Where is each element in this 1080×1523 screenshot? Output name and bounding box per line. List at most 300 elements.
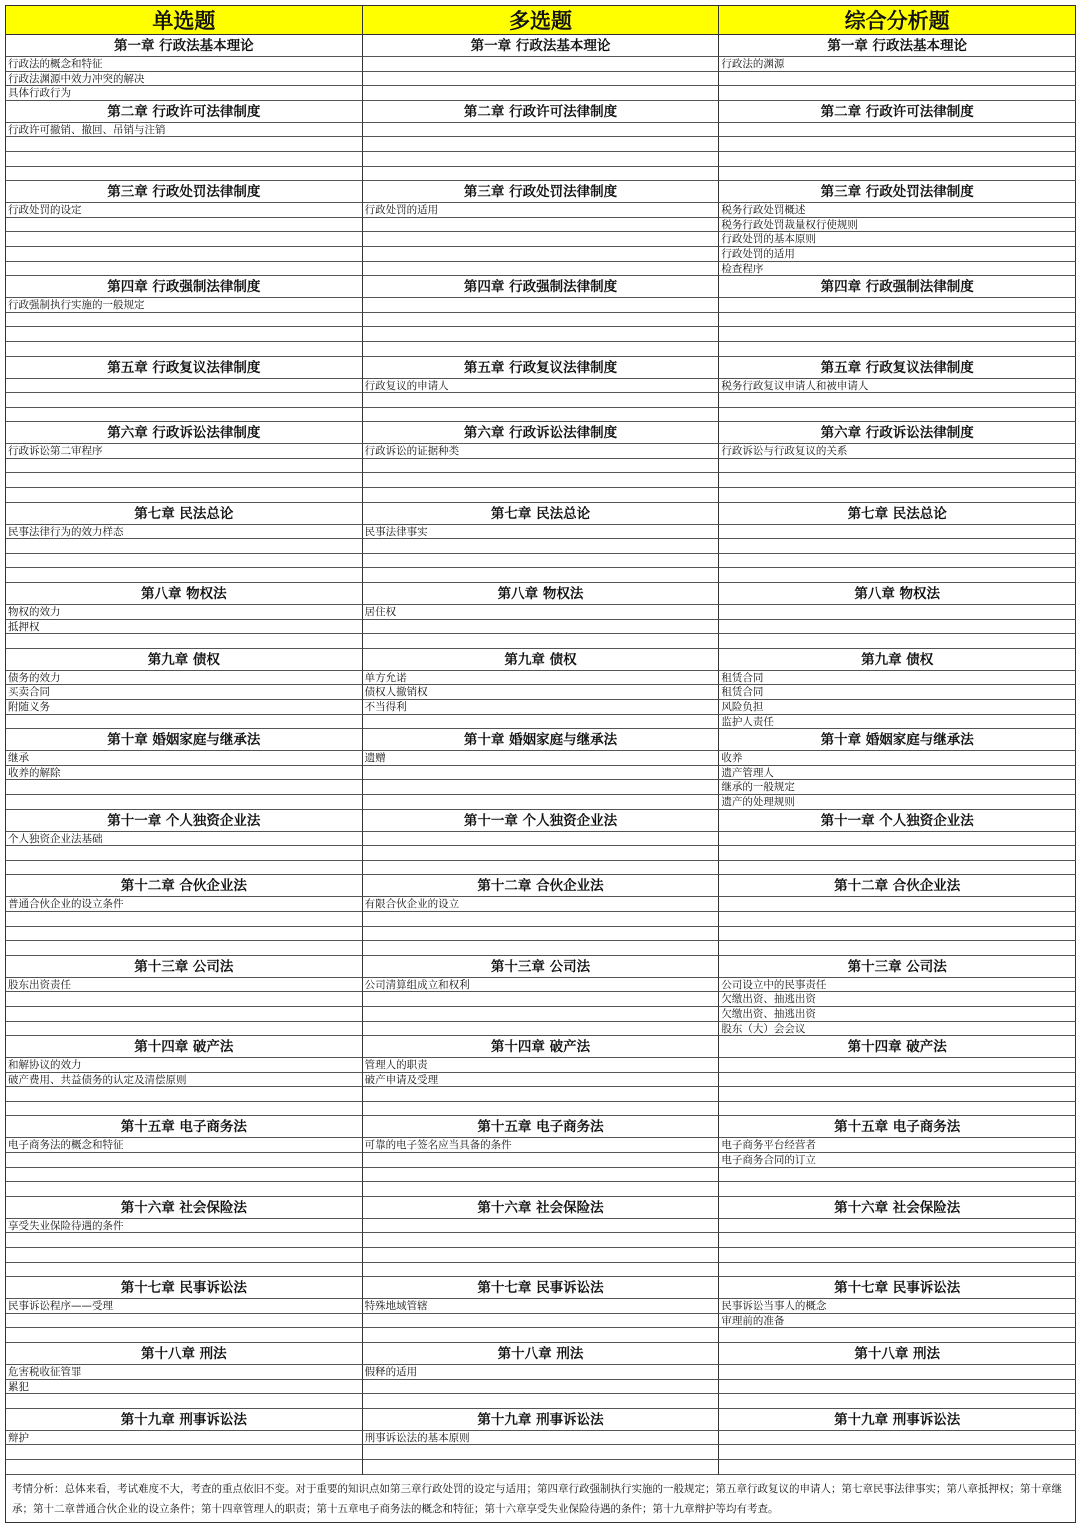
chapter-title: 第十二章 合伙企业法 [6,875,363,897]
table-cell [363,846,720,861]
table-cell [6,1182,363,1197]
table-cell [6,218,363,233]
table-row [6,203,1076,218]
table-cell [363,247,720,262]
chapter-title: 第十九章 刑事诉讼法 [719,1409,1076,1431]
table-cell [363,313,720,328]
chapter-title: 第八章 物权法 [363,583,720,605]
table-cell [719,1073,1076,1088]
table-cell: 行政处罚的适用 [719,247,1076,262]
table-cell: 公司清算组成立和权利 [363,978,720,993]
table-row [6,1102,1076,1117]
table-cell [719,408,1076,423]
table-cell [6,539,363,554]
chapter-title: 第六章 行政诉讼法律制度 [6,422,363,444]
table-row [6,86,1076,101]
table-row [6,152,1076,167]
table-cell [6,342,363,357]
chapter-title: 第十四章 破产法 [363,1036,720,1058]
table-cell [719,1248,1076,1263]
table-row [6,1365,1076,1380]
table-cell: 辩护 [6,1431,363,1446]
table-cell [363,927,720,942]
chapter-title: 第十二章 合伙企业法 [363,875,720,897]
table-cell [6,137,363,152]
chapter-heading-row [6,583,1076,605]
table-cell [363,1233,720,1248]
table-cell: 电子商务法的概念和特征 [6,1138,363,1153]
chapter-title: 第十三章 公司法 [719,956,1076,978]
table-cell [6,568,363,583]
chapter-title: 第十一章 个人独资企业法 [6,810,363,832]
header-row [6,6,1076,35]
table-cell [363,1102,720,1117]
table-cell: 遗赠 [363,751,720,766]
table-cell [719,861,1076,876]
chapter-title: 第十七章 民事诉讼法 [6,1277,363,1299]
table-cell: 租赁合同 [719,685,1076,700]
table-cell: 破产费用、共益债务的认定及清偿原则 [6,1073,363,1088]
table-cell: 继承的一般规定 [719,780,1076,795]
table-row [6,218,1076,233]
header-single-choice: 单选题 [6,6,363,35]
chapter-heading-row [6,1343,1076,1365]
table-row [6,568,1076,583]
table-cell [363,766,720,781]
table-cell [6,408,363,423]
table-cell [6,941,363,956]
table-cell [719,1219,1076,1234]
table-cell [6,634,363,649]
table-cell: 累犯 [6,1380,363,1395]
table-row [6,393,1076,408]
table-cell: 抵押权 [6,620,363,635]
table-row [6,1233,1076,1248]
table-cell [719,72,1076,87]
chapter-title: 第十三章 公司法 [363,956,720,978]
table-cell [363,473,720,488]
table-row [6,459,1076,474]
table-cell [719,605,1076,620]
table-cell [363,1460,720,1475]
table-cell [363,1219,720,1234]
chapter-heading-row [6,1409,1076,1431]
table-cell [719,1394,1076,1409]
table-cell: 有限合伙企业的设立 [363,897,720,912]
table-cell: 行政诉讼的证据种类 [363,444,720,459]
chapter-heading-row [6,729,1076,751]
table-cell: 收养的解除 [6,766,363,781]
table-row [6,1314,1076,1329]
table-row [6,941,1076,956]
table-cell: 享受失业保险待遇的条件 [6,1219,363,1234]
chapter-heading-row [6,357,1076,379]
table-row [6,137,1076,152]
table-cell [6,846,363,861]
chapter-title: 第十二章 合伙企业法 [719,875,1076,897]
table-cell [363,123,720,138]
table-cell [719,123,1076,138]
chapter-title: 第一章 行政法基本理论 [363,35,720,57]
table-cell [719,927,1076,942]
table-row [6,1380,1076,1395]
chapter-title: 第二章 行政许可法律制度 [6,101,363,123]
table-cell: 个人独资企业法基础 [6,832,363,847]
table-cell: 危害税收征管罪 [6,1365,363,1380]
chapter-title: 第五章 行政复议法律制度 [719,357,1076,379]
table-row [6,634,1076,649]
table-cell [719,832,1076,847]
table-cell [363,1263,720,1278]
table-cell [719,1182,1076,1197]
chapter-heading-row [6,35,1076,57]
chapter-title: 第十章 婚姻家庭与继承法 [6,729,363,751]
table-row [6,1168,1076,1183]
chapter-title: 第十四章 破产法 [719,1036,1076,1058]
chapter-title: 第十章 婚姻家庭与继承法 [363,729,720,751]
table-cell [6,1233,363,1248]
table-row [6,620,1076,635]
table-row [6,780,1076,795]
table-cell: 租赁合同 [719,671,1076,686]
table-cell [6,715,363,730]
table-cell [719,1445,1076,1460]
chapter-title: 第二章 行政许可法律制度 [363,101,720,123]
table-cell: 电子商务平台经营者 [719,1138,1076,1153]
table-cell: 行政法渊源中效力冲突的解决 [6,72,363,87]
table-cell [719,298,1076,313]
table-cell: 风险负担 [719,700,1076,715]
table-cell [6,459,363,474]
table-cell [6,1394,363,1409]
chapter-title: 第十六章 社会保险法 [363,1197,720,1219]
table-row [6,1138,1076,1153]
table-cell [719,554,1076,569]
table-row [6,832,1076,847]
chapter-heading-row [6,101,1076,123]
chapter-title: 第九章 债权 [363,649,720,671]
table-cell: 破产申请及受理 [363,1073,720,1088]
table-cell [363,342,720,357]
table-cell [6,232,363,247]
table-cell [363,554,720,569]
table-cell [719,1263,1076,1278]
chapter-title: 第七章 民法总论 [6,503,363,525]
chapter-title: 第十四章 破产法 [6,1036,363,1058]
table-row [6,1087,1076,1102]
table-cell [363,1168,720,1183]
table-cell: 物权的效力 [6,605,363,620]
table-row [6,232,1076,247]
table-row [6,1153,1076,1168]
table-row [6,1299,1076,1314]
table-cell: 单方允诺 [363,671,720,686]
table-cell: 行政处罚的基本原则 [719,232,1076,247]
table-cell [363,1153,720,1168]
chapter-title: 第十八章 刑法 [719,1343,1076,1365]
table-row [6,1263,1076,1278]
table-cell [6,488,363,503]
table-cell: 具体行政行为 [6,86,363,101]
table-row [6,1058,1076,1073]
table-row [6,313,1076,328]
table-cell [363,298,720,313]
table-cell: 公司设立中的民事责任 [719,978,1076,993]
table-row [6,72,1076,87]
table-row [6,1460,1076,1475]
table-cell [363,832,720,847]
table-cell [6,554,363,569]
table-cell [363,568,720,583]
table-cell [719,634,1076,649]
table-row [6,846,1076,861]
chapter-title: 第八章 物权法 [6,583,363,605]
table-cell [719,137,1076,152]
chapter-title: 第四章 行政强制法律制度 [719,276,1076,298]
table-cell [719,568,1076,583]
table-cell [719,459,1076,474]
table-cell: 管理人的职责 [363,1058,720,1073]
table-cell: 行政复议的申请人 [363,379,720,394]
chapter-heading-row [6,649,1076,671]
table-body [6,35,1076,1475]
table-cell: 股东（大）会会议 [719,1022,1076,1037]
table-cell [6,473,363,488]
table-cell: 债务的效力 [6,671,363,686]
table-cell [719,313,1076,328]
table-cell [6,262,363,277]
table-cell: 民事诉讼当事人的概念 [719,1299,1076,1314]
table-cell [6,1022,363,1037]
table-cell [363,86,720,101]
table-cell [6,1314,363,1329]
chapter-title: 第十七章 民事诉讼法 [719,1277,1076,1299]
table-cell: 债权人撤销权 [363,685,720,700]
table-cell: 不当得利 [363,700,720,715]
chapter-title: 第十八章 刑法 [363,1343,720,1365]
table-cell [6,393,363,408]
table-cell [363,1380,720,1395]
table-cell [363,1182,720,1197]
table-cell: 行政法的概念和特征 [6,57,363,72]
table-cell: 行政强制执行实施的一般规定 [6,298,363,313]
table-row [6,488,1076,503]
table-row [6,751,1076,766]
table-cell: 假释的适用 [363,1365,720,1380]
table-row [6,57,1076,72]
table-cell [6,1087,363,1102]
table-cell [6,1328,363,1343]
table-cell [719,167,1076,182]
table-cell: 民事法律行为的效力样态 [6,525,363,540]
table-cell: 税务行政复议申请人和被申请人 [719,379,1076,394]
table-cell: 和解协议的效力 [6,1058,363,1073]
table-cell [363,327,720,342]
table-cell [719,1380,1076,1395]
table-cell: 收养 [719,751,1076,766]
table-cell [363,152,720,167]
table-cell [363,1087,720,1102]
table-cell [719,393,1076,408]
table-cell: 刑事诉讼法的基本原则 [363,1431,720,1446]
chapter-title: 第五章 行政复议法律制度 [6,357,363,379]
chapter-title: 第七章 民法总论 [363,503,720,525]
table-cell [363,167,720,182]
chapter-heading-row [6,810,1076,832]
table-cell [6,313,363,328]
chapter-title: 第十八章 刑法 [6,1343,363,1365]
table-row [6,927,1076,942]
table-cell [719,525,1076,540]
table-cell [363,262,720,277]
chapter-title: 第一章 行政法基本理论 [719,35,1076,57]
table-cell [363,620,720,635]
table-cell [363,539,720,554]
table-cell: 附随义务 [6,700,363,715]
table-cell [363,715,720,730]
table-row [6,795,1076,810]
table-cell [719,912,1076,927]
table-cell [363,232,720,247]
table-cell [719,1365,1076,1380]
table-row [6,700,1076,715]
table-row [6,554,1076,569]
chapter-title: 第二章 行政许可法律制度 [719,101,1076,123]
table-row [6,992,1076,1007]
table-row [6,1248,1076,1263]
table-row [6,1182,1076,1197]
chapter-heading-row [6,1277,1076,1299]
table-row [6,861,1076,876]
chapter-heading-row [6,875,1076,897]
table-cell [363,1314,720,1329]
chapter-title: 第十五章 电子商务法 [363,1116,720,1138]
chapter-heading-row [6,503,1076,525]
table-cell: 行政诉讼第二审程序 [6,444,363,459]
chapter-title: 第四章 行政强制法律制度 [363,276,720,298]
chapter-heading-row [6,276,1076,298]
table-cell: 电子商务合同的订立 [719,1153,1076,1168]
chapter-title: 第十一章 个人独资企业法 [363,810,720,832]
table-row [6,605,1076,620]
table-row [6,123,1076,138]
chapter-title: 第十一章 个人独资企业法 [719,810,1076,832]
table-cell: 欠缴出资、抽逃出资 [719,992,1076,1007]
table-row [6,473,1076,488]
table-cell [363,72,720,87]
table-row [6,379,1076,394]
chapter-title: 第一章 行政法基本理论 [6,35,363,57]
table-cell: 民事法律事实 [363,525,720,540]
chapter-title: 第十三章 公司法 [6,956,363,978]
table-cell [6,1248,363,1263]
table-cell [363,1007,720,1022]
table-cell: 行政许可撤销、撤回、吊销与注销 [6,123,363,138]
table-row [6,715,1076,730]
table-cell: 继承 [6,751,363,766]
table-cell [363,634,720,649]
chapter-title: 第十九章 刑事诉讼法 [6,1409,363,1431]
table-cell [363,1328,720,1343]
table-cell: 居住权 [363,605,720,620]
table-cell: 审理前的准备 [719,1314,1076,1329]
table-cell: 特殊地域管辖 [363,1299,720,1314]
table-row [6,1328,1076,1343]
table-cell [6,1445,363,1460]
table-cell [719,1168,1076,1183]
table-cell [719,473,1076,488]
table-row [6,167,1076,182]
table-row [6,262,1076,277]
table-cell [6,861,363,876]
chapter-heading-row [6,181,1076,203]
table-cell [6,379,363,394]
table-cell [6,795,363,810]
chapter-title: 第九章 债权 [6,649,363,671]
table-row [6,685,1076,700]
table-cell: 税务行政处罚概述 [719,203,1076,218]
chapter-heading-row [6,422,1076,444]
chapter-title: 第五章 行政复议法律制度 [363,357,720,379]
table-cell: 行政法的渊源 [719,57,1076,72]
table-cell [719,620,1076,635]
table-cell: 行政处罚的设定 [6,203,363,218]
table-cell [6,992,363,1007]
table-cell [719,941,1076,956]
chapter-title: 第四章 行政强制法律制度 [6,276,363,298]
table-cell [719,152,1076,167]
table-row [6,298,1076,313]
chapter-title: 第十六章 社会保险法 [719,1197,1076,1219]
table-cell [363,393,720,408]
table-cell [363,137,720,152]
table-cell [6,247,363,262]
table-row [6,912,1076,927]
chapter-title: 第九章 债权 [719,649,1076,671]
table-cell [6,1153,363,1168]
chapter-title: 第十章 婚姻家庭与继承法 [719,729,1076,751]
table-row [6,1219,1076,1234]
table-cell: 遗产的处理规则 [719,795,1076,810]
table-row [6,539,1076,554]
table-cell [719,539,1076,554]
table-cell [363,57,720,72]
table-cell [363,912,720,927]
table-cell [363,780,720,795]
table-cell: 普通合伙企业的设立条件 [6,897,363,912]
table-cell [6,1007,363,1022]
table-cell [6,780,363,795]
chapter-title: 第六章 行政诉讼法律制度 [719,422,1076,444]
table-cell [719,897,1076,912]
table-row [6,1022,1076,1037]
table-cell [6,912,363,927]
table-cell [719,1102,1076,1117]
table-cell [719,1431,1076,1446]
table-cell [6,1263,363,1278]
table-row [6,247,1076,262]
chapter-title: 第十六章 社会保险法 [6,1197,363,1219]
table-cell [363,1248,720,1263]
table-row [6,978,1076,993]
chapter-title: 第十九章 刑事诉讼法 [363,1409,720,1431]
chapter-heading-row [6,1197,1076,1219]
table-row [6,525,1076,540]
table-cell [6,167,363,182]
table-cell [719,1328,1076,1343]
table-cell [363,992,720,1007]
table-cell [6,927,363,942]
